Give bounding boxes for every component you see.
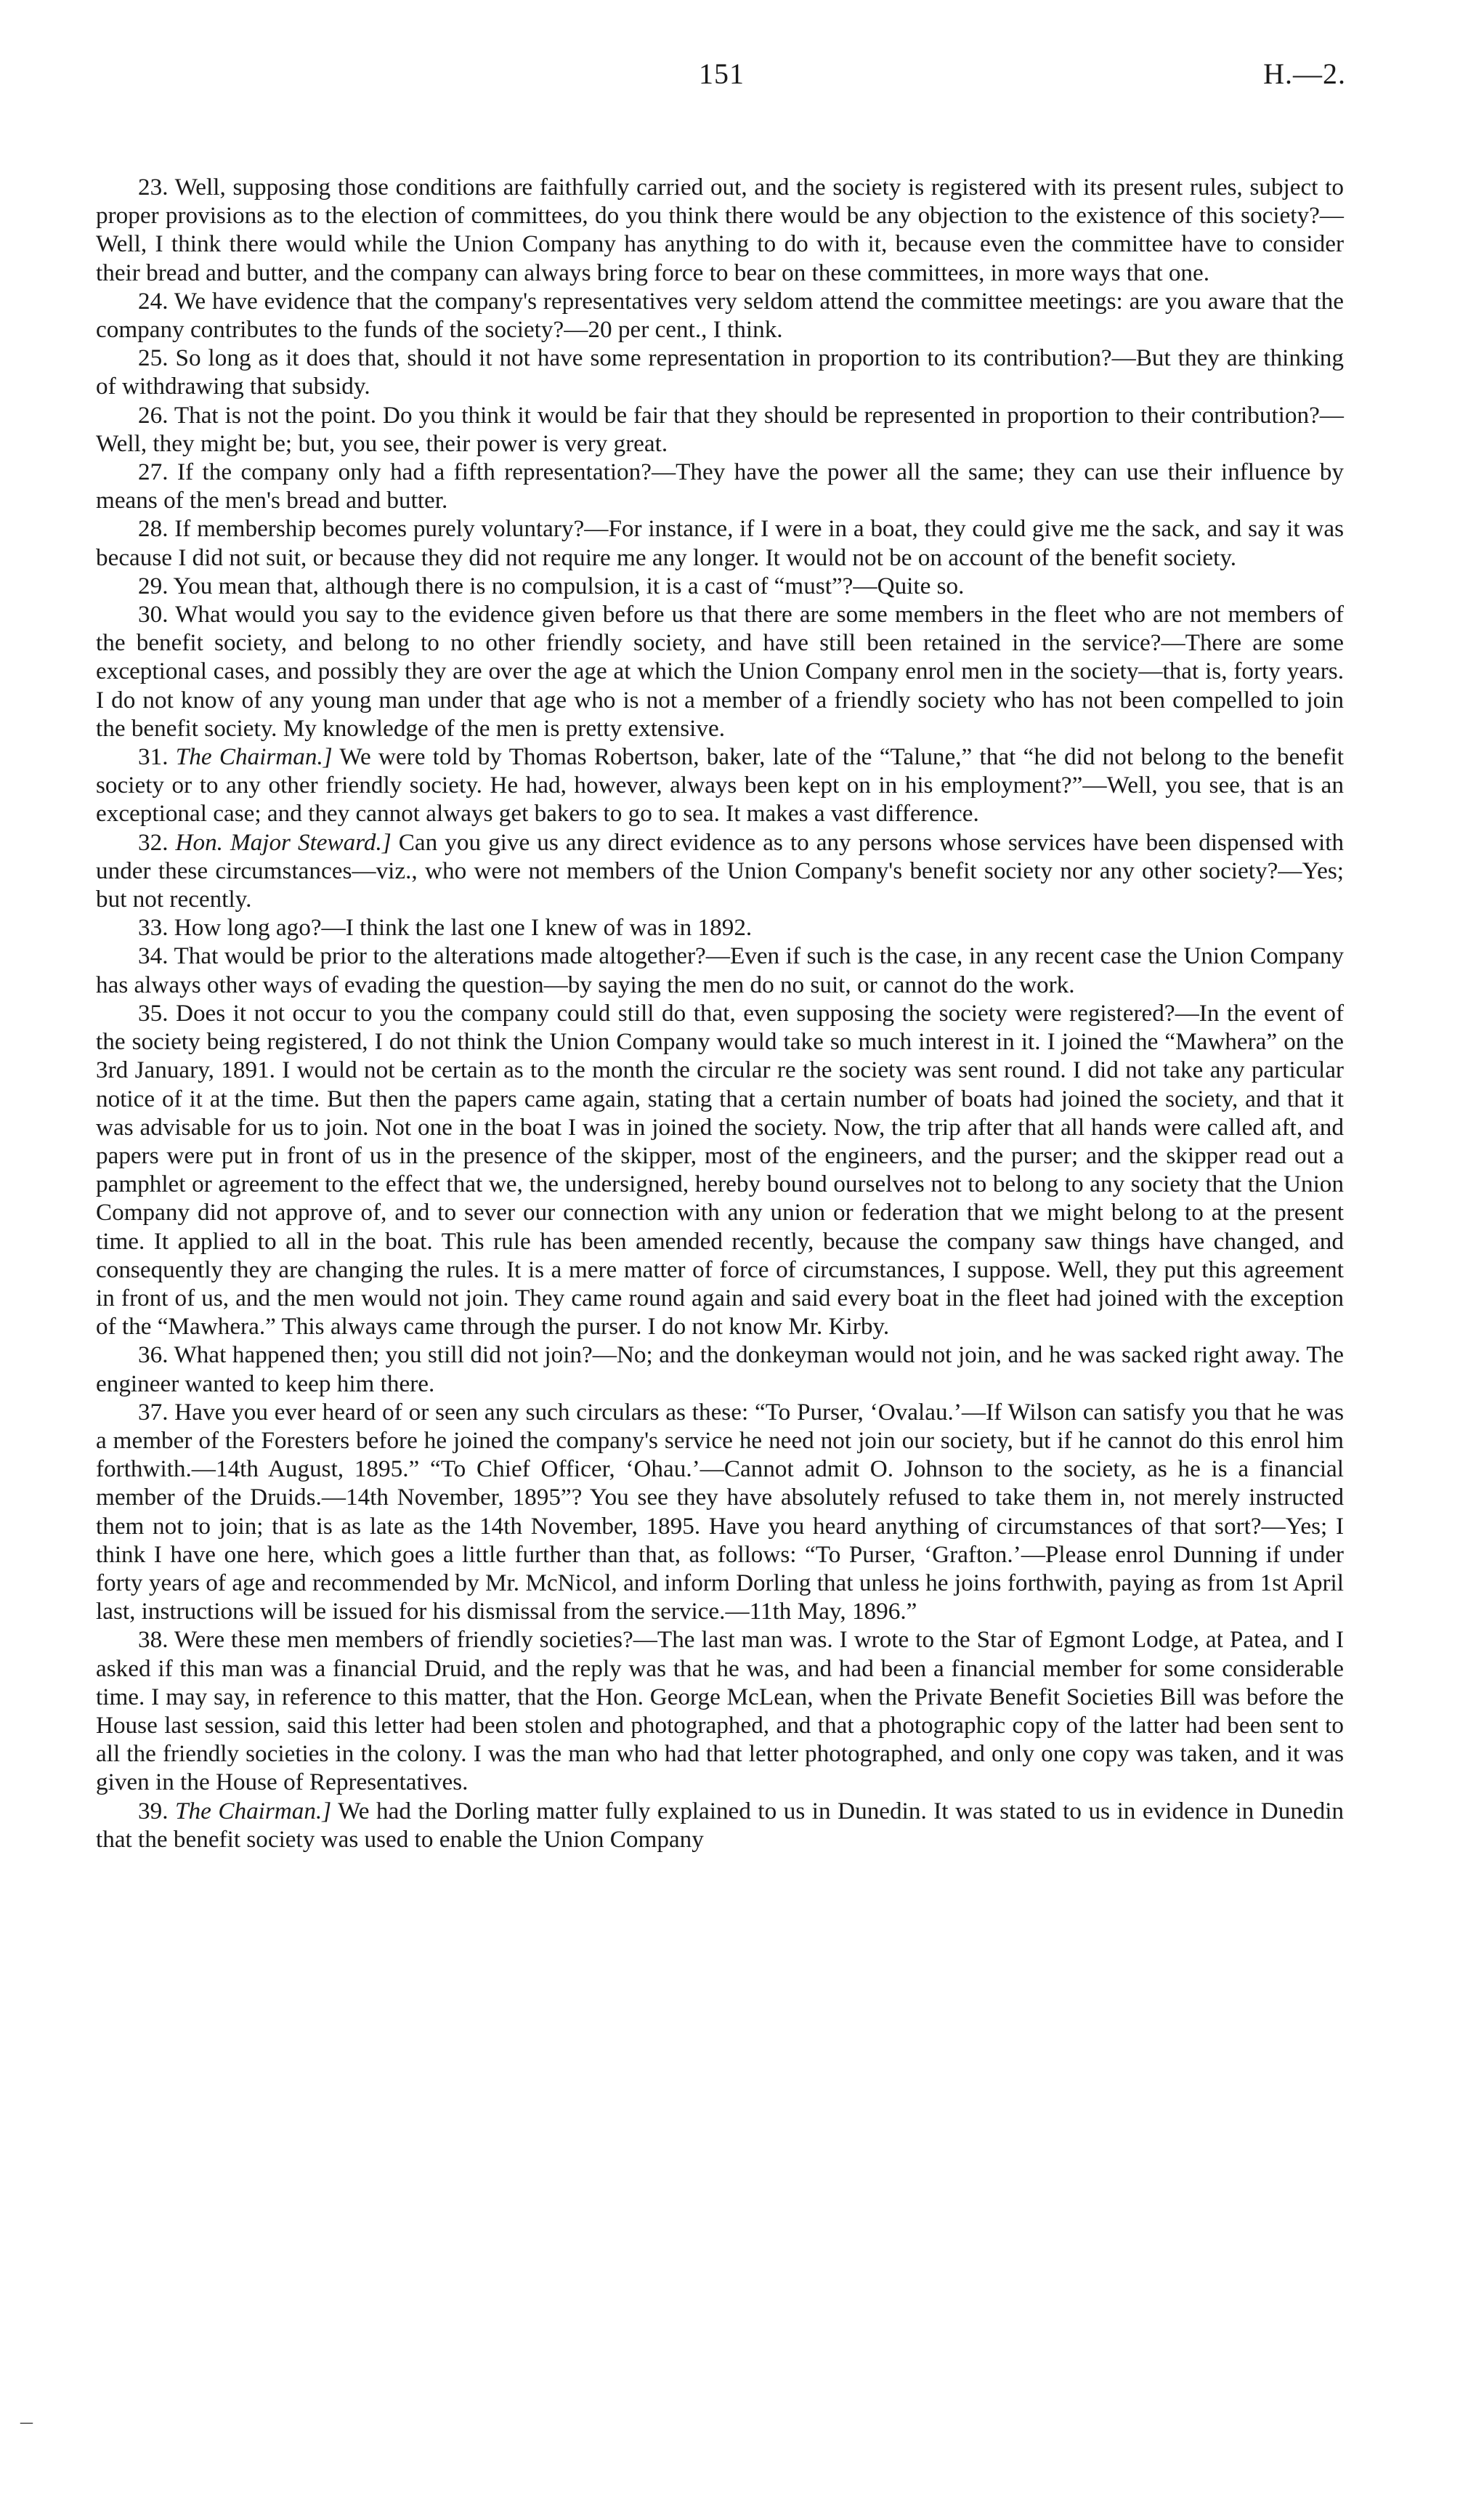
paragraph-q38: 38. Were these men members of friendly societies?—The last man was. I wrote to the Star of Egmont Lodge, at Patea, and I asked if this man was a financial Druid, and the reply was that he was, and had been a financial member for some considerable time. I may say, in reference to this matter, that the Hon. George McLean, when the Private Benefit Societies Bill was before the House last session, said this letter had been stolen and photographed, and that a photographic copy of the latter had been sent to all the friendly societies in the colony. I was the man who had that letter photographed, and only one copy was taken, and it was given in the House of Representatives. [96,1626,1344,1796]
paragraph-body: Can you give us any direct evidence as to any persons whose services have been dispensed with under these circumstances—viz., who were not members of the Union Company's benefit society nor any other society?—Yes; but not recently. [96,828,1345,913]
paragraph-q23: 23. Well, supposing those conditions are faithfully carried out, and the society is registered with its present rules, subject to proper provisions as to the election of committees, do you think there would be any objection to the existence of this society?—Well, I think there would while the Union Company has anything to do with it, because even the committee have to consider their bread and butter, and the company can always bring force to bear on these committees, in more ways that one. [96,174,1344,286]
page-number: 151 [699,57,745,90]
paragraph-q37: 37. Have you ever heard of or seen any such circulars as these: “To Purser, ‘Ovalau.’—If Wilson can satisfy you that he was a member of the Foresters before he joined the company's service he need not join our society, but if he cannot do this enrol him forthwith.—14th August, 1895.” “To Chief Officer, ‘Ohau.’—Cannot admit O. Johnson to the society, as he is a financial member of the Druids.—14th November, 1895”? You see they have absolutely refused to take them in, not merely instructed them not to join; that is as late as the 14th November, 1895. Have you heard anything of circumstances of that sort?—Yes; I think I have one here, which goes a little further than that, as follows: “To Purser, ‘Grafton.’—Please enrol Dunning if under forty years of age and recommended by Mr. McNicol, and inform Dorling that unless he joins forthwith, paying as from 1st April last, instructions will be issued for his dismissal from the service.—11th May, 1896.” [96,1398,1344,1625]
paragraph-q24: 24. We have evidence that the company's representatives very seldom attend the committee meetings: are you aware that the company contributes to the funds of the society?—20 per cent., I think. [96,287,1344,344]
paragraph-q30: 30. What would you say to the evidence given before us that there are some members in the fleet who are not members of the benefit society, and belong to no other friendly society, and have still been retained in the service?—There are some exceptional cases, and possibly they are over the age at which the Union Company enrol men in the society—that is, forty years. I do not know of any young man under that age who is not a member of a friendly society who has not been compelled to join the benefit society. My knowledge of the men is pretty extensive. [96,601,1344,742]
paragraph-body: We were told by Thomas Robertson, baker, late of the “Talune,” that “he did not belong to the benefit society or to any other friendly society. He had, however, always been kept on in his employment?”—Well, you see, that is an exceptional case; and they cannot always get bakers to go to sea. It makes a vast difference. [96,743,1344,828]
paragraph-q25: 25. So long as it does that, should it not have some representation in proportion to its contribution?—But they are thinking of withdrawing that subsidy. [96,344,1344,400]
paragraph-q26: 26. That is not the point. Do you think it would be fair that they should be represented in proportion to their contribution?—Well, they might be; but, you see, their power is very great. [96,401,1344,457]
paragraph-q35: 35. Does it not occur to you the company could still do that, even supposing the society were registered?—In the event of the society being registered, I do not think the Union Company would take so much interest in it. I joined the “Mawhera” on the 3rd January, 1891. I would not be certain as to the month the circular re the society was sent round. I did not take any particular notice of it at the time. But then the papers came again, stating that a certain number of boats had joined the society, and that it was advisable for us to join. Not one in the boat I was in joined the society. Now, the trip after that all hands were called aft, and papers were put in front of us in the presence of the skipper, most of the engineers, and the purser; and the skipper read out a pamphlet or agreement to the effect that we, the undersigned, hereby bound ourselves not to belong to any society that the Union Company did not approve of, and to sever our connection with any union or federation that we might belong to at the present time. It applied to all in the boat. This rule has been amended recently, because the company saw things have changed, and consequently they are changing the rules. It is a mere matter of force of circumstances, I suppose. Well, they put this agreement in front of us, and the men would not join. They came round again and said every boat in the fleet had joined with the exception of the “Mawhera.” This always came through the purser. I do not know Mr. Kirby. [96,999,1344,1341]
paragraph-q32 [96,828,1344,914]
paragraph-q28: 28. If membership becomes purely voluntary?—For instance, if I were in a boat, they could give me the sack, and say it was because I did not suit, or because they did not require me any longer. It would not be on account of the benefit society. [96,515,1344,571]
question-number: 31. [138,743,169,771]
speaker-label: Hon. Major Steward.] [175,828,392,856]
paragraph-body: We had the Dorling matter fully explained to us in Dunedin. It was stated to us in evidence in Dunedin that the benefit society was used to enable the Union Company [96,1797,1345,1853]
speaker-label: The Chairman.] [175,1797,332,1824]
paragraph-q29: 29. You mean that, although there is no compulsion, it is a cast of “must”?—Quite so. [138,572,965,599]
paragraph-q34: 34. That would be prior to the alterations made altogether?—Even if such is the case, in any recent case the Union Company has always other ways of evading the question—by saying the men do no suit, or cannot do the work. [96,942,1344,998]
evidence-text [96,173,1344,1854]
paragraph-q36: 36. What happened then; you still did not join?—No; and the donkeyman would not join, and he was sacked right away. The engineer wanted to keep him there. [96,1341,1344,1397]
margin-dash-mark: – [20,2408,33,2435]
document-reference: H.—2. [1263,57,1346,90]
paragraph-q33: 33. How long ago?—I think the last one I knew of was in 1892. [138,914,753,942]
paragraph-q31 [96,743,1344,828]
paragraph-q39 [96,1797,1344,1854]
speaker-label: The Chairman.] [175,743,333,771]
paragraph-q27: 27. If the company only had a fifth representation?—They have the power all the same; they can use their influence by means of the men's bread and butter. [96,458,1344,514]
page-header [0,57,1484,100]
question-number: 39. [138,1797,169,1824]
question-number: 32. [138,828,169,856]
